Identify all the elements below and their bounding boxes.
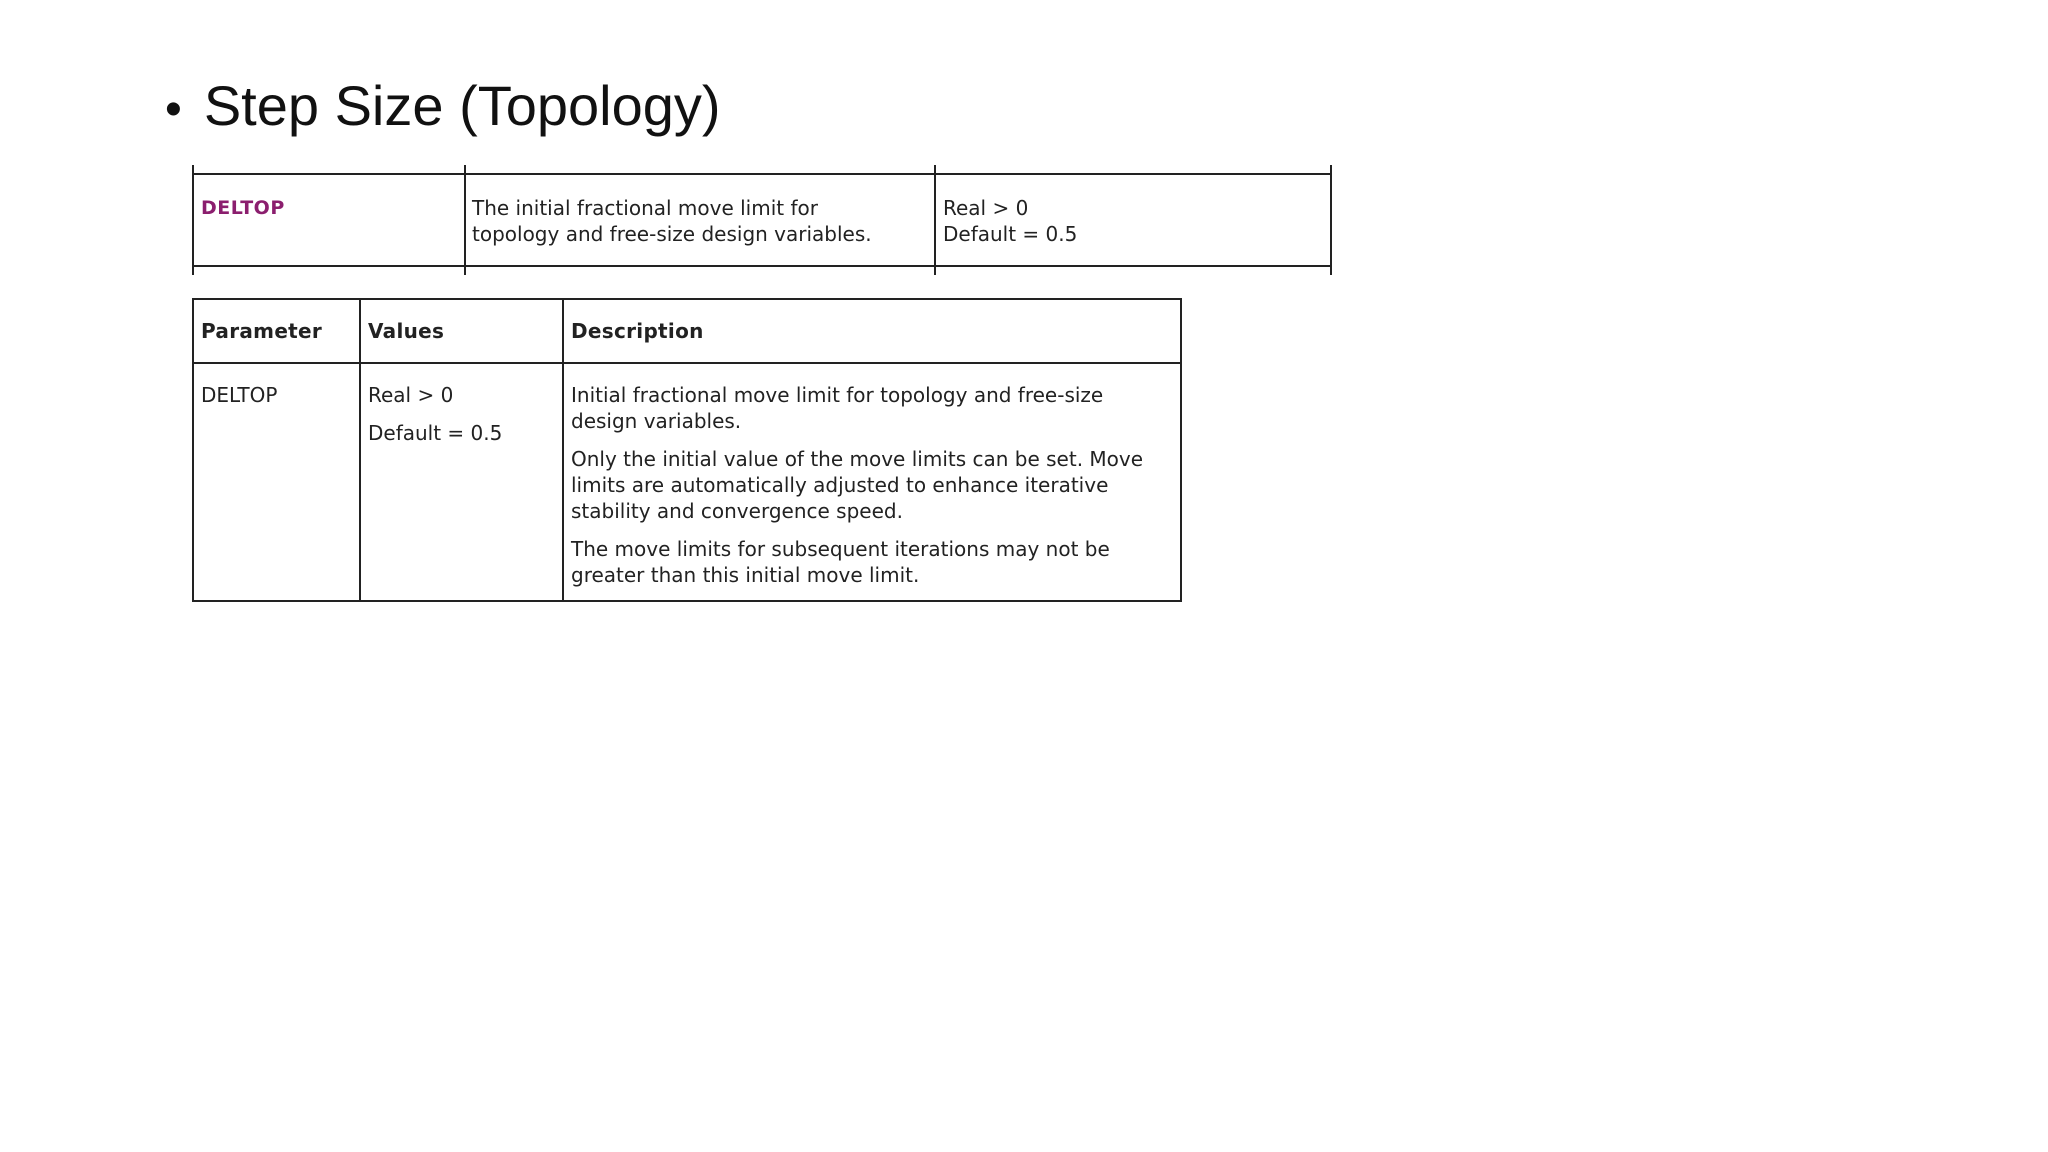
summary-values-line: Default = 0.5 [943, 222, 1078, 246]
header-parameter: Parameter [193, 299, 360, 363]
summary-values-line: Real > 0 [943, 196, 1029, 220]
parameter-table [192, 298, 1182, 602]
header-description: Description [563, 299, 1181, 363]
description-paragraph: Initial fractional move limit for topology and free-size design variables. [571, 383, 1104, 433]
summary-description-line: The initial fractional move limit for [472, 196, 818, 220]
summary-table [192, 165, 1332, 275]
summary-divider [934, 165, 936, 275]
summary-divider [192, 165, 194, 275]
summary-parameter: DELTOP [201, 197, 285, 219]
cell-parameter: DELTOP [193, 363, 360, 601]
slide-title [165, 70, 721, 146]
summary-bottom-rule [192, 265, 1332, 267]
header-values: Values [360, 299, 563, 363]
value-default: Default = 0.5 [368, 421, 503, 445]
summary-values [943, 195, 1077, 247]
slide-title-text: Step Size (Topology) [203, 74, 721, 137]
summary-divider [1330, 165, 1332, 275]
cell-description [563, 363, 1181, 601]
summary-description-line: topology and free-size design variables. [472, 222, 872, 246]
bullet-icon: • [165, 83, 182, 136]
summary-divider [464, 165, 466, 275]
summary-description [472, 195, 872, 247]
cell-values [360, 363, 563, 601]
table-row [193, 363, 1181, 601]
summary-top-rule [192, 173, 1332, 175]
description-paragraph: The move limits for subsequent iterations may not be greater than this initial move limit. [571, 537, 1110, 587]
value-constraint: Real > 0 [368, 383, 454, 407]
description-paragraph: Only the initial value of the move limits can be set. Move limits are automatically adjusted to enhance iterative stability and convergence speed. [571, 447, 1144, 523]
table-header-row [193, 299, 1181, 363]
